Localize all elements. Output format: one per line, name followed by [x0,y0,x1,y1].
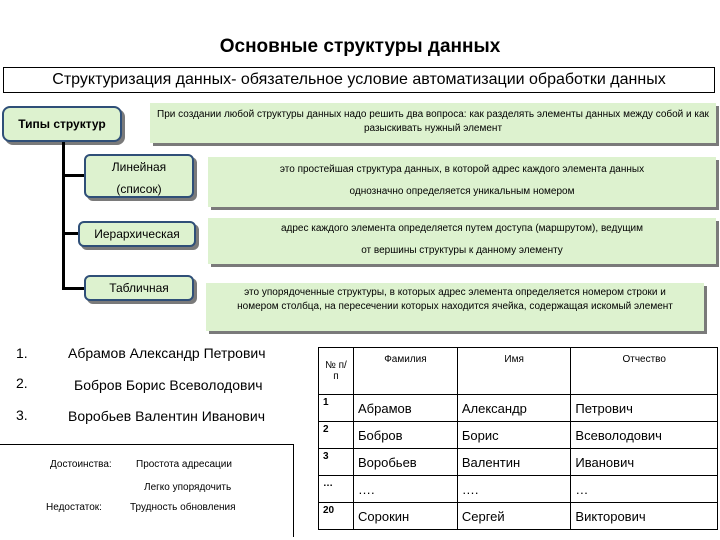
node-hierarchical: Иерархическая [78,221,196,247]
table-row [319,422,718,449]
desc-linear-line2: однозначно определяется уникальным номером [349,186,575,197]
disadvantage-label: Недостаток: [46,502,102,513]
table-cell: 1 [319,395,354,422]
table-cell: Абрамов [354,395,458,422]
structuring-banner: Структуризация данных- обязательное условие автоматизации обработки данных [3,67,715,93]
table-cell: Воробьев [354,449,458,476]
table-cell: Сорокин [354,503,458,530]
node-linear-sublabel: (список) [116,182,162,196]
list-item: Воробьев Валентин Иванович [68,408,265,424]
table-cell: Валентин [457,449,571,476]
branch-linear [62,174,84,177]
list-num: 3. [16,407,28,423]
desc-tabular: это упорядоченные структуры, в которых адрес элемента определяется номером строки и номером столбца, на пересечении которых находится ячейка, содержащая искомый элемент [206,283,704,331]
desc-hier-line1: адрес каждого элемента определяется путем доступа (маршрутом), ведущим [280,223,644,234]
desc-hier-line2: от вершины структуры к данному элементу [361,245,563,256]
advantages-box [0,444,294,537]
node-linear [84,154,194,198]
intro-box: При создании любой структуры данных надо решить два вопроса: как разделять элементы данных между собой и как разыскивать нужный элемент [150,103,716,143]
table-cell: 3 [319,449,354,476]
desc-linear-line1: это простейшая структура данных, в которой адрес каждого элемента данных [279,164,645,175]
table-cell: Бобров [354,422,458,449]
table-header: Фамилия [354,348,458,395]
table-cell: Викторович [571,503,718,530]
types-box: Типы структур [2,106,122,142]
table-example [318,347,718,530]
advantage-item: Простота адресации [136,459,232,470]
table-row [319,449,718,476]
table-cell: Борис [457,422,571,449]
list-num: 2. [16,375,28,391]
table-header: № п/п [319,348,354,395]
advantages-label: Достоинства: [50,459,112,470]
list-item: Абрамов Александр Петрович [68,345,266,361]
table-cell: …. [354,476,458,503]
tree-trunk [62,142,65,289]
advantage-item: Легко упорядочить [144,482,232,493]
table-row [319,395,718,422]
table-row [319,503,718,530]
desc-hierarchical [208,218,716,264]
table-cell: 20 [319,503,354,530]
table-cell: … [319,476,354,503]
branch-table [62,287,84,290]
table-row [319,476,718,503]
list-example [0,345,310,435]
node-linear-label: Линейная [111,160,167,174]
table-cell: Александр [457,395,571,422]
table-cell: Петрович [571,395,718,422]
table-header: Отчество [571,348,718,395]
table-header: Имя [457,348,571,395]
list-num: 1. [16,345,28,361]
desc-linear [208,157,716,207]
table-cell: Сергей [457,503,571,530]
table-cell: …. [457,476,571,503]
table-header-row [319,348,718,395]
list-item: Бобров Борис Всеволодович [74,377,263,393]
table-cell: … [571,476,718,503]
table-cell: 2 [319,422,354,449]
disadvantage-item: Трудность обновления [130,502,236,513]
table-cell: Иванович [571,449,718,476]
page-title: Основные структуры данных [219,36,501,57]
node-tabular: Табличная [84,275,194,301]
table-cell: Всеволодович [571,422,718,449]
